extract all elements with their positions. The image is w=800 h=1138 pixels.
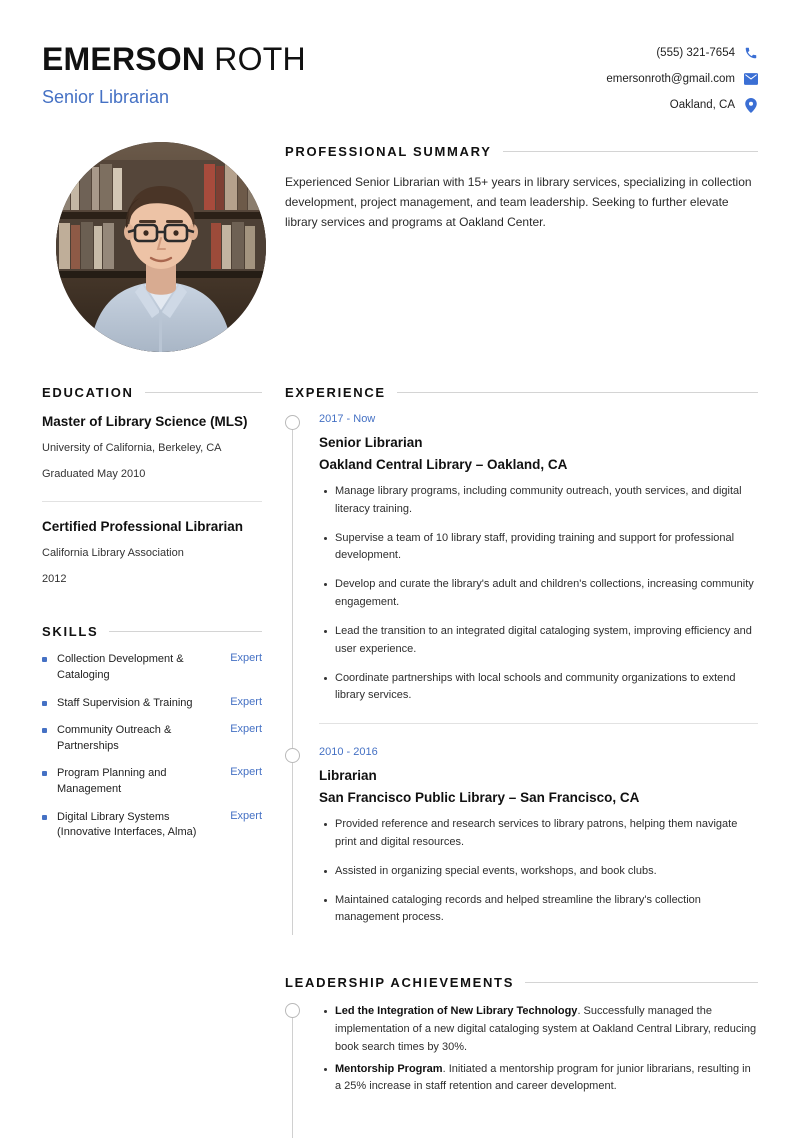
skill-item [42,766,262,797]
skill-level: Expert [230,723,262,736]
experience-timeline [285,413,758,929]
first-name: EMERSON [42,41,206,77]
summary-text: Experienced Senior Librarian with 15+ years in library services, specializing in collection development, project management, and team leadership. Seeking to further elevate library services and programs at Oakland Center. [285,175,752,230]
education-degree: Certified Professional Librarian [42,519,244,535]
bullet-icon [42,657,47,662]
timeline-line [292,762,293,935]
list-item: Manage library programs, including community outreach, youth services, and digital literacy training. [335,483,758,519]
location-text: Oakland, CA [669,99,735,111]
skill-name: Collection Development & Cataloging [57,653,184,682]
education-date: 2012 [42,572,67,585]
contact-location[interactable] [670,98,758,112]
job-title: Senior Librarian [42,86,170,107]
timeline-line [292,429,293,752]
skill-level: Expert [230,652,262,665]
list-item: Assisted in organizing special events, workshops, and book clubs. [335,863,758,881]
leadership-entry [319,1003,758,1102]
skill-item [42,652,262,683]
photo-summary-area [42,136,758,352]
experience-org: Oakland Central Library – Oakland, CA [319,457,568,472]
skill-level: Expert [230,695,262,708]
left-column [42,385,280,1102]
heading-rule [145,392,262,393]
profile-photo [56,142,266,352]
list-item [335,1061,758,1097]
timeline-line [292,1017,293,1138]
list-item: Supervise a team of 10 library staff, providing training and support for professional development. [335,530,758,566]
education-item [42,518,262,589]
experience-bullets [319,816,758,927]
skill-name: Community Outreach & Partnerships [57,724,172,752]
experience-role: Librarian [319,768,377,784]
skill-item [42,810,262,841]
achievement-text: . Initiated a mentorship program for junior librarians, resulting in a 25% increase in staff retention and career development. [335,1062,751,1093]
resume-header [42,38,758,112]
bullet-icon [42,815,47,820]
right-column [280,385,758,1102]
heading-rule [397,392,758,393]
skill-level: Expert [230,766,262,779]
experience-role: Senior Librarian [319,435,423,450]
timeline-dot-icon [285,1003,300,1018]
leadership-timeline [285,1003,758,1102]
education-school: University of California, Berkeley, CA [42,442,222,455]
heading-rule [525,982,758,983]
phone-text: (555) 321-7654 [656,47,735,59]
achievement-title: Led the Integration of New Library Technology [335,1005,578,1018]
experience-bullets [319,483,758,705]
skills-heading [42,624,262,639]
experience-heading [285,385,758,400]
list-item: Provided reference and research services to library patrons, helping them navigate print and digital resources. [335,816,758,852]
experience-divider [319,723,758,724]
heading-rule [503,151,758,152]
skills-heading-text: SKILLS [42,624,99,640]
contact-email[interactable] [606,72,758,86]
education-school: California Library Association [42,547,184,560]
skill-item [42,723,262,754]
education-divider [42,501,262,502]
education-date: Graduated May 2010 [42,467,146,480]
list-item: Coordinate partnerships with local schools and community organizations to extend library services. [335,670,758,706]
skill-name: Digital Library Systems (Innovative Interfaces, Alma) [57,810,197,839]
experience-entry [319,413,758,746]
envelope-icon [744,72,758,86]
name-block [42,38,306,108]
phone-icon [744,46,758,60]
education-heading-text: EDUCATION [42,385,134,400]
list-item: Maintained cataloging records and helped streamline the library's collection management process. [335,892,758,928]
summary-column [280,136,758,352]
skill-name: Program Planning and Management [57,767,167,796]
skill-item [42,696,262,712]
experience-date: 2017 - Now [319,413,376,425]
experience-org: San Francisco Public Library – San Francisco, CA [319,790,640,806]
contact-block [606,38,758,112]
email-text: emersonroth@gmail.com [606,73,735,85]
education-degree: Master of Library Science (MLS) [42,414,248,429]
leadership-section [285,975,758,1102]
leadership-heading-text: LEADERSHIP ACHIEVEMENTS [285,975,515,991]
experience-entry [319,746,758,929]
leadership-bullets [319,1003,758,1096]
bullet-icon [42,771,47,776]
experience-date: 2010 - 2016 [319,746,378,759]
skill-name: Staff Supervision & Training [57,696,193,709]
achievement-text: . Successfully managed the implementation of a new digital cataloging system at Oakland Central Library, reducing book search times by 30%. [335,1005,757,1053]
list-item: Lead the transition to an integrated digital cataloging system, improving efficiency and user experience. [335,623,758,659]
list-item: Develop and curate the library's adult and children's collections, increasing community engagement. [335,576,758,612]
bullet-icon [42,728,47,733]
last-name: ROTH [214,41,306,77]
bullet-icon [42,701,47,706]
education-heading [42,385,262,400]
heading-rule [109,631,262,632]
summary-heading-text: PROFESSIONAL SUMMARY [285,144,492,159]
main-columns [42,385,758,1102]
education-item [42,413,262,484]
skills-section [42,624,262,840]
skill-level: Expert [230,809,262,822]
map-pin-icon [744,98,758,112]
photo-column [42,136,280,352]
achievement-title: Mentorship Program [335,1062,443,1075]
contact-phone[interactable] [656,46,758,60]
leadership-heading [285,975,758,990]
list-item [335,1003,758,1056]
timeline-dot-icon [285,748,300,763]
full-name [42,42,306,78]
experience-heading-text: EXPERIENCE [285,385,386,400]
summary-heading [285,144,758,159]
timeline-dot-icon [285,415,300,430]
